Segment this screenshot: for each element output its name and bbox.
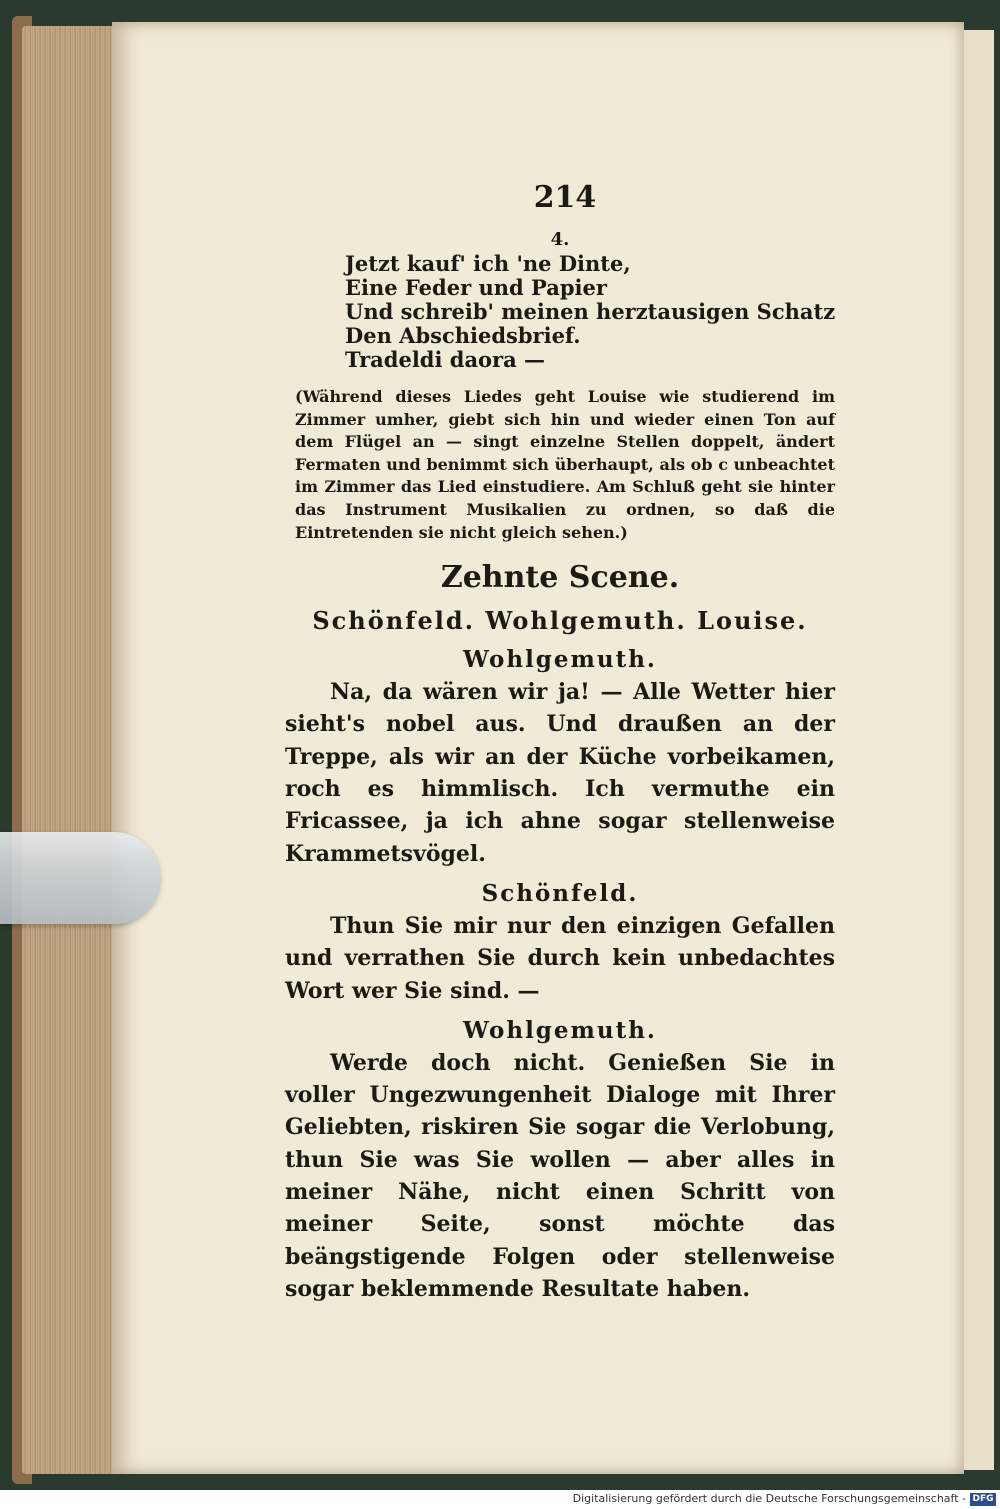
- verse-line: Jetzt kauf' ich 'ne Dinte,: [345, 251, 631, 276]
- speaker-name: Schönfeld.: [481, 879, 639, 907]
- verse-line: Den Abschiedsbrief.: [345, 323, 581, 348]
- facing-page-edge: [962, 30, 994, 1470]
- scene-characters: Schönfeld. Wohlgemuth. Louise.: [312, 606, 808, 636]
- footer-credit: Digitalisierung gefördert durch die Deutsche Forschungsgemeinschaft -: [572, 1492, 966, 1505]
- verse-line: Und schreib' meinen herztausigen Schatz: [345, 299, 836, 324]
- scene-title: Zehnte Scene.: [440, 560, 680, 596]
- dialogue-text: [285, 1047, 835, 1305]
- page-clip: [0, 832, 160, 924]
- speaker-name: Wohlgemuth.: [463, 646, 657, 674]
- page-number: 214: [533, 180, 597, 215]
- verse-line: Tradeldi daora —: [345, 347, 546, 372]
- footer-bar: [0, 1490, 1000, 1509]
- verse-line: Eine Feder und Papier: [345, 275, 607, 300]
- speech-paragraph: Werde doch nicht. Genießen Sie in voller Ungezwungenheit Dialoge mit Ihrer Geliebten, riskiren Sie sogar die Verlobung, thun Sie was Sie wollen — aber alles in meiner Nähe, nicht einen Schritt von meiner Seite, sonst möchte das beängstigende Folgen oder stellenweise sogar beklemmende Resultate haben.: [285, 1049, 835, 1302]
- dialogue-text: [285, 910, 835, 1007]
- dfg-logo: DFG: [970, 1493, 996, 1506]
- speech-paragraph: Thun Sie mir nur den einzigen Gefallen und verrathen Sie durch kein unbedachtes Wort wer Sie sind. —: [285, 912, 835, 1004]
- speaker-name: Wohlgemuth.: [463, 1016, 657, 1044]
- verse-number: 4.: [550, 229, 570, 250]
- stage-direction: (Während dieses Liedes geht Louise wie studierend im Zimmer umher, giebt sich hin und wieder einen Ton auf dem Flügel an — singt einzelne Stellen doppelt, ändert Fermaten und benimmt sich überhaupt, als ob c unbeachtet im Zimmer das Lied einstudiere. Am Schluß geht sie hinter das Instrument Musikalien zu ordnen, so daß die Eintretenden sie nicht gleich sehen.): [295, 387, 835, 542]
- speech-paragraph: Na, da wären wir ja! — Alle Wetter hier sieht's nobel aus. Und draußen an der Treppe, als wir an der Küche vorbeikamen, roch es himmlisch. Ich vermuthe ein Fricassee, ja ich ahne sogar stellenweise Krammetsvögel.: [285, 679, 835, 867]
- page-edges: [22, 26, 118, 1474]
- dialogue-text: [285, 676, 835, 870]
- song-verse: [345, 252, 835, 372]
- page-content: [285, 180, 835, 1305]
